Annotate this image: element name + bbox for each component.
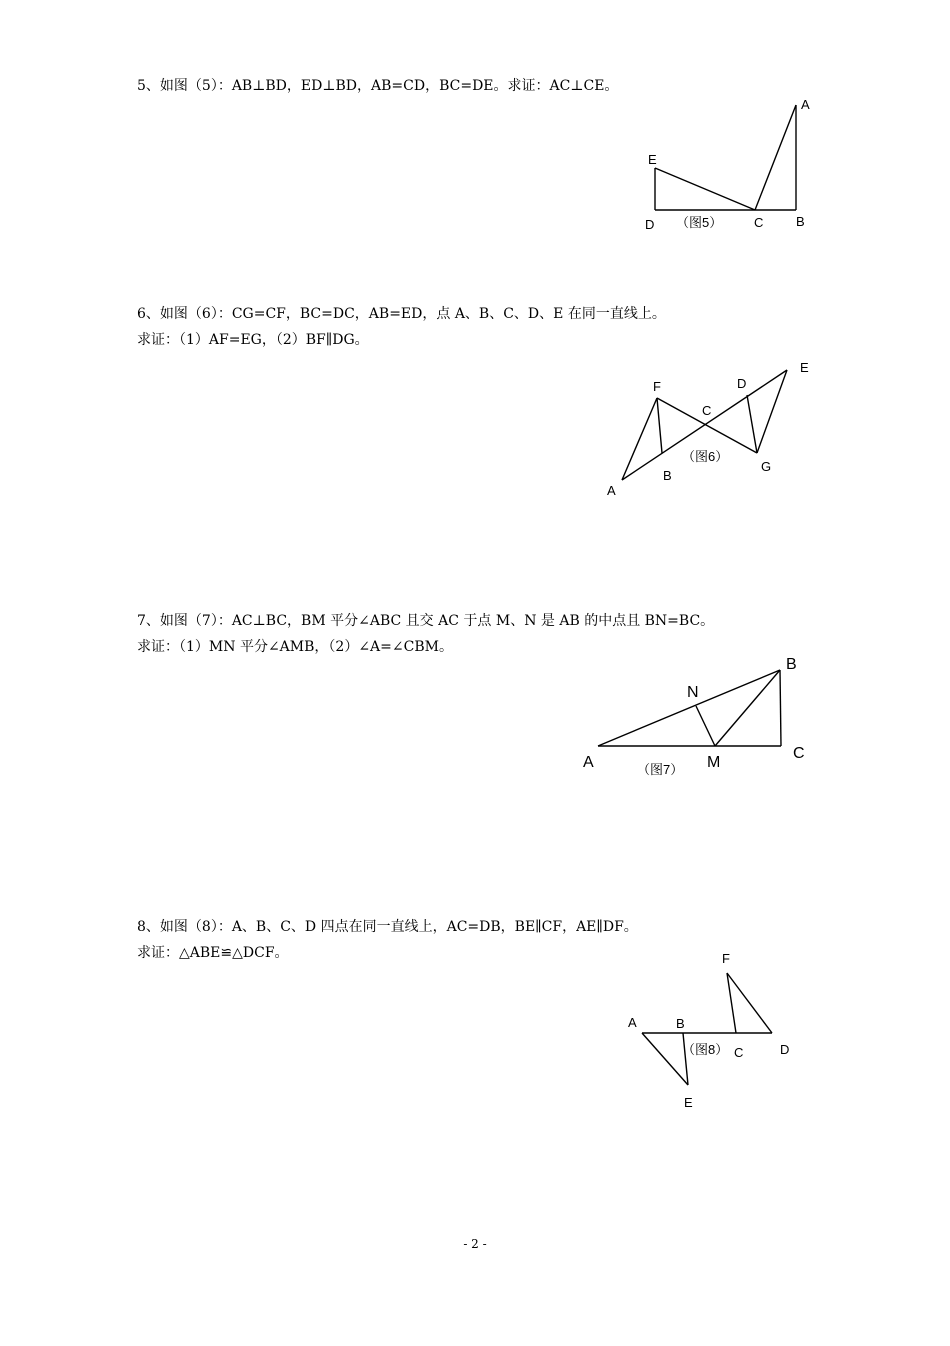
label-c: C xyxy=(734,1045,744,1060)
label-d: D xyxy=(780,1042,790,1057)
label-b: B xyxy=(676,1016,685,1031)
figure-6 xyxy=(600,355,820,505)
segment-ab xyxy=(598,670,780,746)
problem-5-statement: 5、如图（5）：AB⊥BD，ED⊥BD，AB=CD，BC=DE。求证：AC⊥CE。 xyxy=(137,78,619,94)
segment-bc xyxy=(780,670,781,746)
segment-ae xyxy=(642,1033,688,1085)
label-d: D xyxy=(645,217,655,232)
figure-caption: （图5） xyxy=(676,215,723,230)
segment-ec xyxy=(655,168,755,210)
segment-be xyxy=(683,1033,688,1085)
label-a: A xyxy=(801,97,810,112)
page-number: - 2 - xyxy=(463,1237,487,1251)
label-c: C xyxy=(702,403,712,418)
label-c: C xyxy=(754,215,764,230)
problem-6-prove: 求证：（1）AF=EG，（2）BF∥DG。 xyxy=(137,332,369,348)
segment-bm xyxy=(715,670,780,746)
label-b: B xyxy=(663,468,672,483)
label-e: E xyxy=(684,1095,693,1110)
label-m: M xyxy=(707,754,721,771)
segment-nm xyxy=(696,706,715,746)
label-a: A xyxy=(583,754,594,771)
figure-5 xyxy=(630,95,830,245)
label-b: B xyxy=(796,214,805,229)
segment-dg xyxy=(747,395,757,453)
figure-7 xyxy=(575,650,815,790)
label-c: C xyxy=(793,745,805,762)
problem-8-prove: 求证：△ABE≌△DCF。 xyxy=(137,945,289,961)
problem-7-statement: 7、如图（7）：AC⊥BC，BM 平分∠ABC 且交 AC 于点 M、N 是 AB 的中点且 BN=BC。 xyxy=(137,613,715,629)
label-a: A xyxy=(607,483,616,498)
segment-ac xyxy=(755,105,796,210)
figure-8 xyxy=(620,945,820,1115)
problem-6-statement: 6、如图（6）：CG=CF，BC=DC，AB=ED，点 A、B、C、D、E 在同一直线上。 xyxy=(137,306,666,322)
label-g: G xyxy=(761,459,772,474)
label-f: F xyxy=(722,951,730,966)
segment-fb xyxy=(657,398,662,453)
problem-7-prove: 求证：（1）MN 平分∠AMB，（2）∠A=∠CBM。 xyxy=(137,639,453,655)
figure-caption: （图6） xyxy=(682,449,729,464)
label-e: E xyxy=(800,360,809,375)
segment-eg xyxy=(757,370,787,453)
label-d: D xyxy=(737,376,747,391)
segment-df xyxy=(727,973,772,1033)
figure-caption: （图7） xyxy=(637,762,684,777)
problem-8-statement: 8、如图（8）：A、B、C、D 四点在同一直线上，AC=DB，BE∥CF，AE∥DF。 xyxy=(137,919,638,935)
label-f: F xyxy=(653,379,661,394)
label-a: A xyxy=(628,1015,637,1030)
label-e: E xyxy=(648,152,657,167)
segment-cf xyxy=(727,973,736,1033)
label-n: N xyxy=(687,684,699,701)
label-b: B xyxy=(786,656,797,673)
figure-caption: （图8） xyxy=(682,1042,729,1057)
